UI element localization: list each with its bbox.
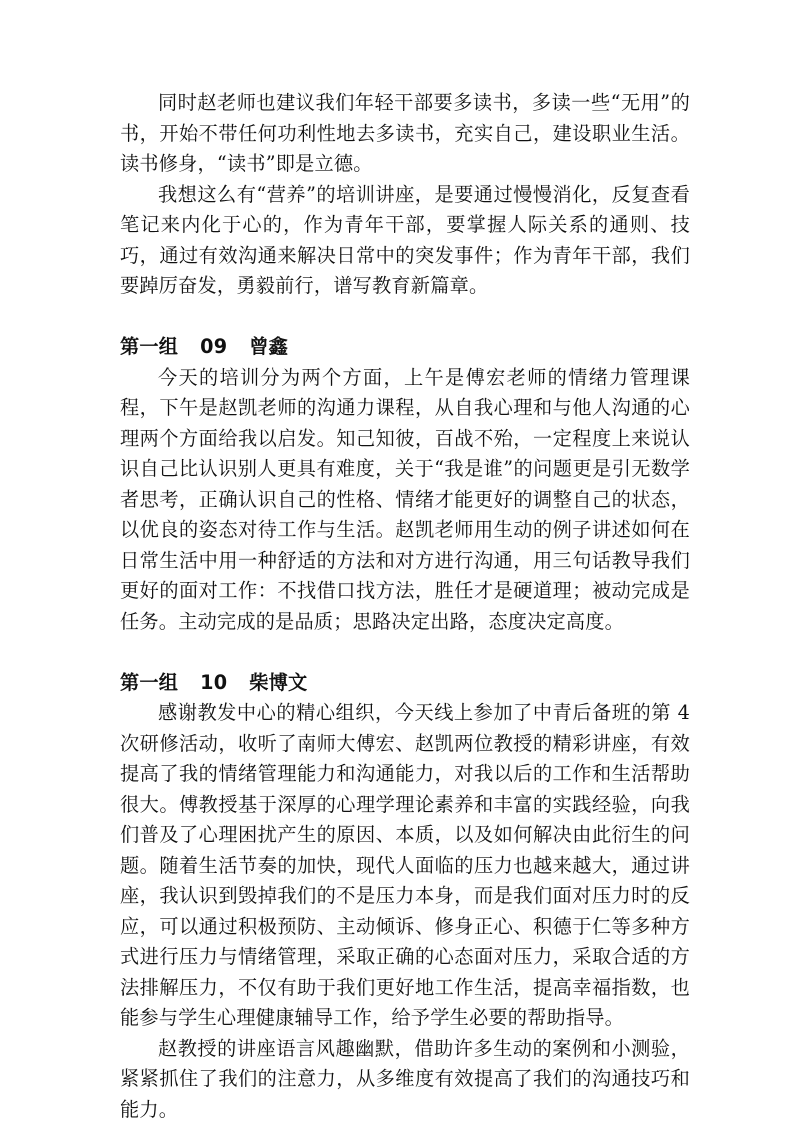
heading-number: 09 [200, 335, 227, 358]
heading-name: 曾鑫 [249, 335, 288, 358]
heading-group: 第一组 [120, 335, 178, 358]
section-heading-chai-bowen [120, 668, 690, 699]
document-page [120, 88, 690, 1125]
heading-group: 第一组 [120, 671, 178, 694]
intro-paragraph-1: 同时赵老师也建议我们年轻干部要多读书，多读一些“无用”的书，开始不带任何功利性地去多读书，充实自己，建设职业生活。读书修身，“读书”即是立德。 [120, 88, 690, 180]
section-spacer [120, 637, 690, 668]
heading-name: 柴博文 [249, 671, 307, 694]
section2-paragraph-2: 赵教授的讲座语言风趣幽默，借助许多生动的案例和小测验，紧紧抓住了我们的注意力，从多维度有效提高了我们的沟通技巧和能力。 [120, 1034, 690, 1125]
section-heading-zeng-xin [120, 332, 690, 363]
heading-number: 10 [200, 671, 227, 694]
section1-paragraph-1: 今天的培训分为两个方面，上午是傅宏老师的情绪力管理课程，下午是赵凯老师的沟通力课程，从自我心理和与他人沟通的心理两个方面给我以启发。知己知彼，百战不殆，一定程度上来说认识自己比认识别人更具有难度，关于“我是谁”的问题更是引无数学者思考，正确认识自己的性格、情绪才能更好的调整自己的状态，以优良的姿态对待工作与生活。赵凯老师用生动的例子讲述如何在日常生活中用一种舒适的方法和对方进行沟通，用三句话教导我们更好的面对工作：不找借口找方法，胜任才是硬道理；被动完成是任务。主动完成的是品质；思路决定出路，态度决定高度。 [120, 363, 690, 638]
section2-paragraph-1: 感谢教发中心的精心组织，今天线上参加了中青后备班的第 4 次研修活动，收听了南师大傅宏、赵凯两位教授的精彩讲座，有效提高了我的情绪管理能力和沟通能力，对我以后的工作和生活帮助很大。傅教授基于深厚的心理学理论素养和丰富的实践经验，向我们普及了心理困扰产生的原因、本质，以及如何解决由此衍生的问题。随着生活节奏的加快，现代人面临的压力也越来越大，通过讲座，我认识到毁掉我们的不是压力本身，而是我们面对压力时的反应，可以通过积极预防、主动倾诉、修身正心、积德于仁等多种方式进行压力与情绪管理，采取正确的心态面对压力，采取合适的方法排解压力，不仅有助于我们更好地工作生活，提高幸福指数，也能参与学生心理健康辅导工作，给予学生必要的帮助指导。 [120, 698, 690, 1034]
intro-paragraph-2: 我想这么有“营养”的培训讲座，是要通过慢慢消化，反复查看笔记来内化于心的，作为青年干部，要掌握人际关系的通则、技巧，通过有效沟通来解决日常中的突发事件；作为青年干部，我们要踔厉奋发，勇毅前行，谱写教育新篇章。 [120, 180, 690, 302]
section-spacer [120, 302, 690, 333]
